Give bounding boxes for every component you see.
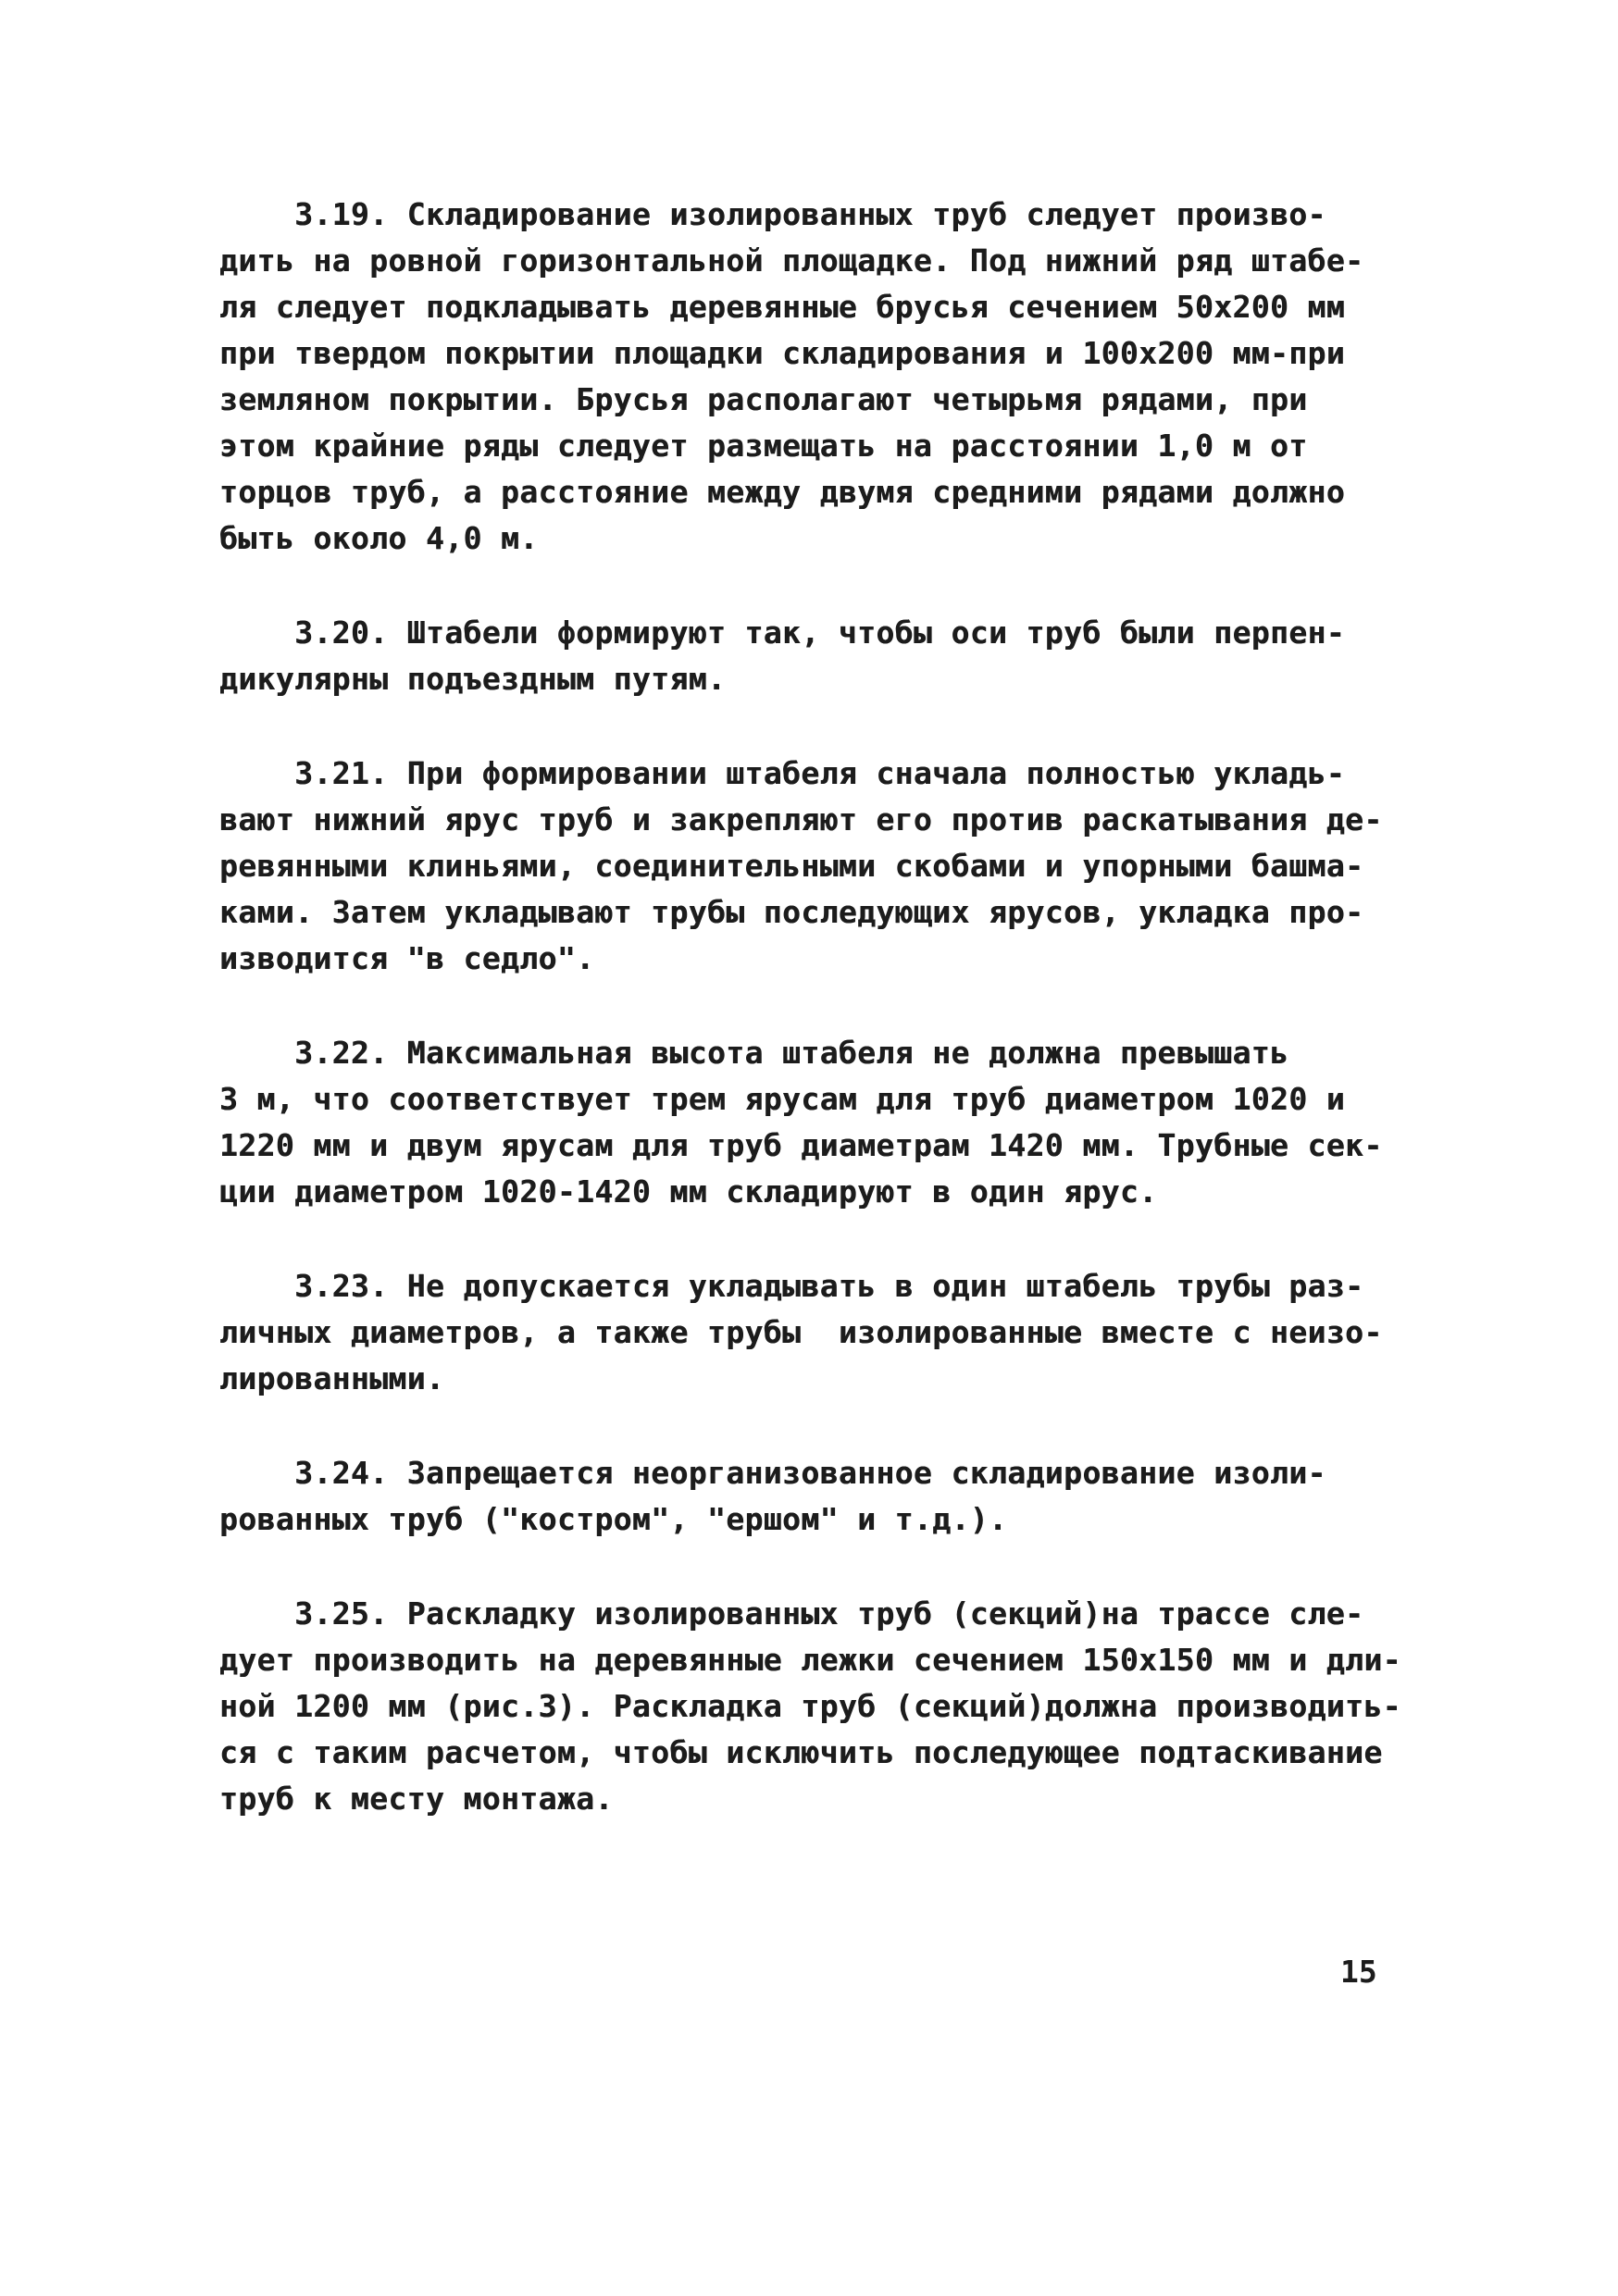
text-line: 3 м, что соответствует трем ярусам для труб диаметром 1020 и	[219, 1081, 1346, 1117]
text-line: 3.24. Запрещается неорганизованное складирование изоли-	[219, 1455, 1326, 1491]
text-line: 3.20. Штабели формируют так, чтобы оси труб были перпен-	[219, 614, 1346, 651]
text-line: этом крайние ряды следует размещать на расстоянии 1,0 м от	[219, 428, 1308, 464]
text-line: быть около 4,0 м.	[219, 520, 539, 556]
text-line: торцов труб, а расстояние между двумя средними рядами должно	[219, 474, 1346, 510]
paragraph-3-25	[219, 1591, 1413, 1822]
text-line: ревянными клиньями, соединительными скобами и упорными башма-	[219, 848, 1364, 884]
text-line: 3.25. Раскладку изолированных труб (секций)на трассе сле-	[219, 1595, 1364, 1632]
document-body	[219, 192, 1413, 1870]
text-line: дикулярны подъездным путям.	[219, 661, 727, 697]
text-line: ции диаметром 1020-1420 мм складируют в один ярус.	[219, 1173, 1158, 1210]
text-line: труб к месту монтажа.	[219, 1781, 614, 1817]
text-line: ся с таким расчетом, чтобы исключить последующее подтаскивание	[219, 1734, 1383, 1770]
page-number: 15	[1340, 1954, 1377, 1990]
text-line: дует производить на деревянные лежки сечением 150х150 мм и дли-	[219, 1642, 1401, 1678]
paragraph-3-22	[219, 1030, 1413, 1215]
text-line: личных диаметров, а также трубы изолированные вместе с неизо-	[219, 1314, 1383, 1350]
text-line: изводится "в седло".	[219, 940, 595, 976]
text-line: 3.23. Не допускается укладывать в один штабель трубы раз-	[219, 1268, 1364, 1304]
paragraph-3-20	[219, 610, 1413, 702]
text-line: ля следует подкладывать деревянные брусья сечением 50х200 мм	[219, 289, 1346, 325]
text-line: 1220 мм и двум ярусам для труб диаметрам 1420 мм. Трубные сек-	[219, 1127, 1383, 1163]
text-line: 3.19. Складирование изолированных труб следует произво-	[219, 196, 1326, 232]
text-line: ной 1200 мм (рис.3). Раскладка труб (секций)должна производить-	[219, 1688, 1401, 1724]
text-line: 3.22. Максимальная высота штабеля не должна превышать	[219, 1035, 1289, 1071]
text-line: 3.21. При формировании штабеля сначала полностью укладь-	[219, 755, 1346, 791]
paragraph-3-19	[219, 192, 1413, 562]
text-line: рованных труб ("костром", "ершом" и т.д.).	[219, 1501, 1008, 1537]
paragraph-3-24	[219, 1450, 1413, 1543]
text-line: при твердом покрытии площадки складирования и 100х200 мм-при	[219, 335, 1346, 371]
paragraph-3-23	[219, 1263, 1413, 1402]
text-line: ками. Затем укладывают трубы последующих ярусов, укладка про-	[219, 894, 1364, 930]
text-line: вают нижний ярус труб и закрепляют его против раскатывания де-	[219, 801, 1383, 838]
text-line: лированными.	[219, 1360, 445, 1396]
paragraph-3-21	[219, 751, 1413, 982]
text-line: дить на ровной горизонтальной площадке. Под нижний ряд штабе-	[219, 242, 1364, 279]
text-line: земляном покрытии. Брусья располагают четырьмя рядами, при	[219, 381, 1308, 417]
